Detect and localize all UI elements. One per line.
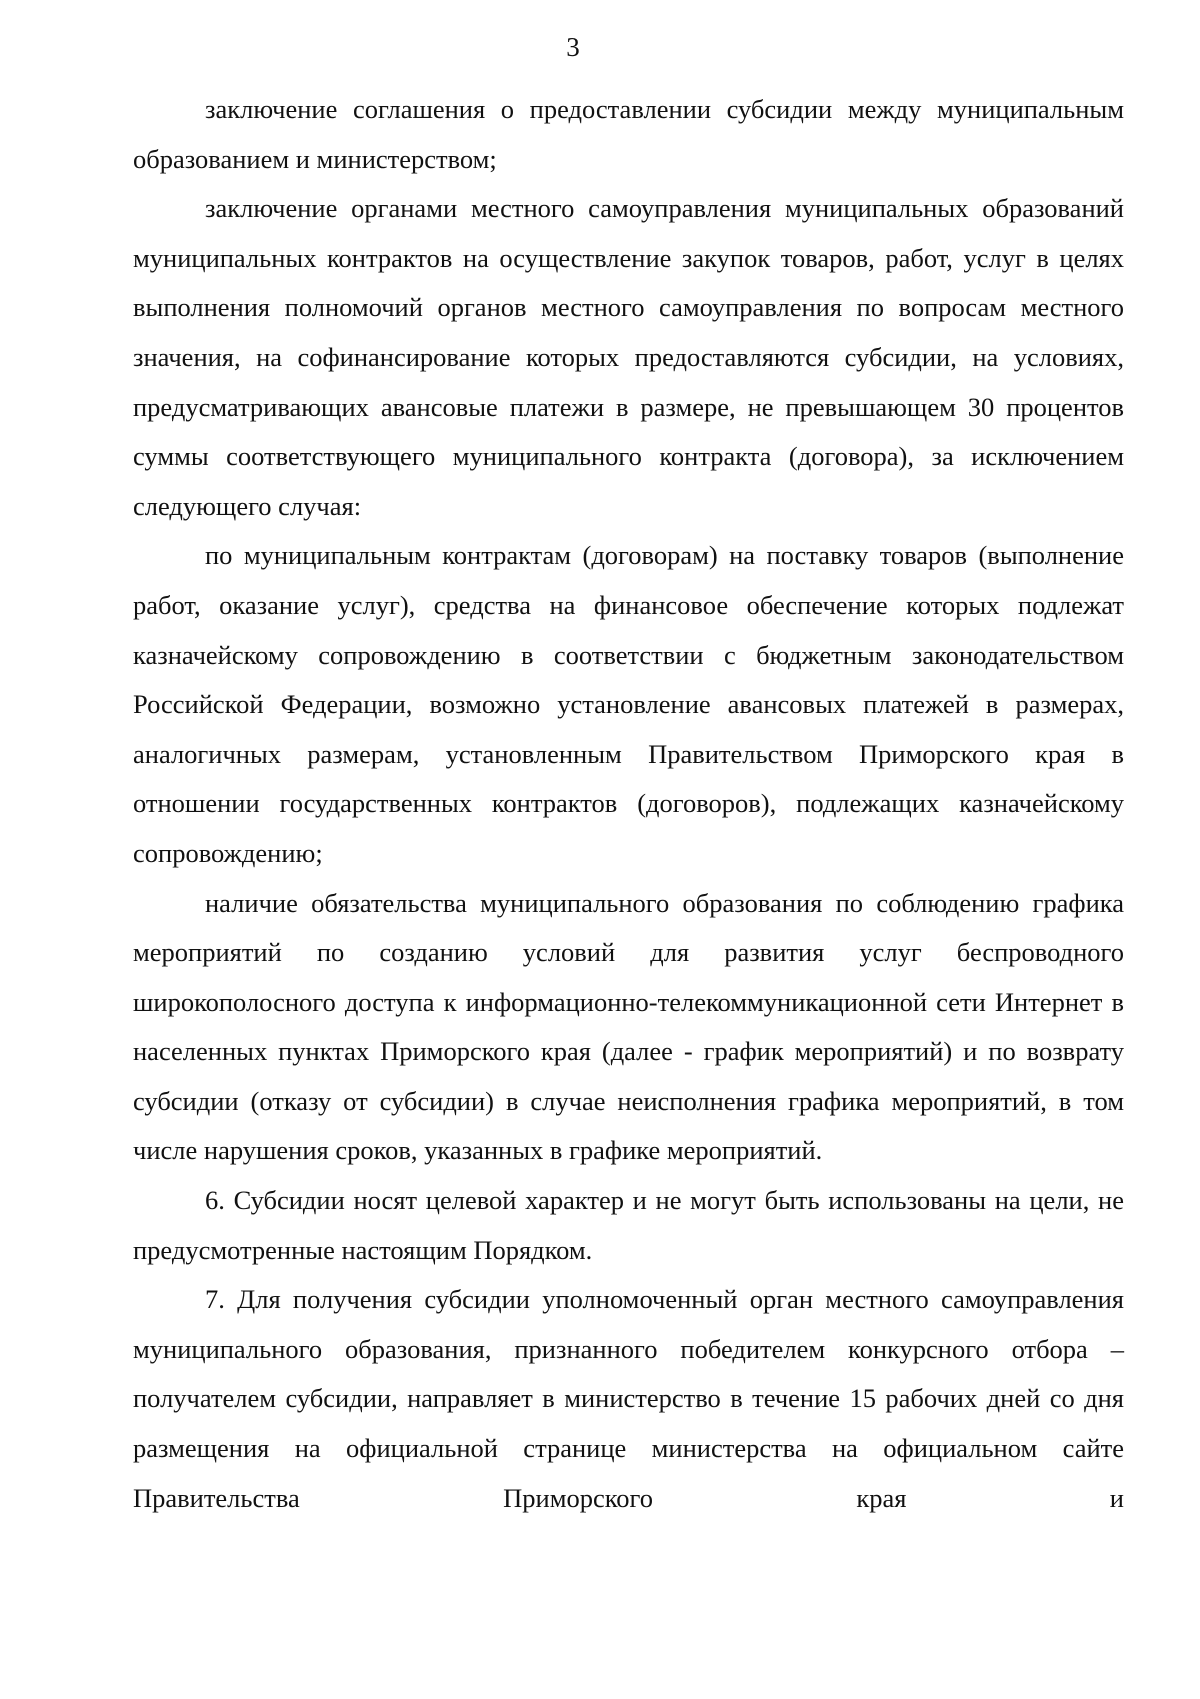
document-body xyxy=(133,85,1124,1523)
paragraph-treasury-support: по муниципальным контрактам (договорам) на поставку товаров (выполнение работ, оказание услуг), средства на финансовое обеспечение которых подлежат казначейскому сопровождению в соответствии с бюджетным законодательством Российской Федерации, возможно установление авансовых платежей в размерах, аналогичных размерам, установленным Правительством Приморского края в отношении государственных контрактов (договоров), подлежащих казначейскому сопровождению; xyxy=(133,540,1124,868)
paragraph-item-6: 6. Субсидии носят целевой характер и не могут быть использованы на цели, не предусмотренные настоящим Порядком. xyxy=(133,1185,1124,1265)
paragraph-item-7: 7. Для получения субсидии уполномоченный орган местного самоуправления муниципального образования, признанного победителем конкурсного отбора – получателем субсидии, направляет в министерство в течение 15 рабочих дней со дня размещения на официальной странице министерства на официальном сайте Правительства Приморского края и xyxy=(133,1284,1124,1513)
page-number: 3 xyxy=(566,32,580,62)
paragraph-agreement: заключение соглашения о предоставлении субсидии между муниципальным образованием и министерством; xyxy=(133,94,1124,174)
paragraph-municipal-contracts: заключение органами местного самоуправления муниципальных образований муниципальных контрактов на осуществление закупок товаров, работ, услуг в целях выполнения полномочий органов местного самоуправления по вопросам местного значения, на софинансирование которых предоставляются субсидии, на условиях, предусматривающих авансовые платежи в размере, не превышающем 30 процентов суммы соответствующего муниципального контракта (договора), за исключением следующего случая: xyxy=(133,193,1124,521)
paragraph-schedule-obligation: наличие обязательства муниципального образования по соблюдению графика мероприятий по созданию условий для развития услуг беспроводного широкополосного доступа к информационно-телекоммуникационной сети Интернет в населенных пунктах Приморского края (далее - график мероприятий) и по возврату субсидии (отказу от субсидии) в случае неисполнения графика мероприятий, в том числе нарушения сроков, указанных в графике мероприятий. xyxy=(133,887,1124,1166)
